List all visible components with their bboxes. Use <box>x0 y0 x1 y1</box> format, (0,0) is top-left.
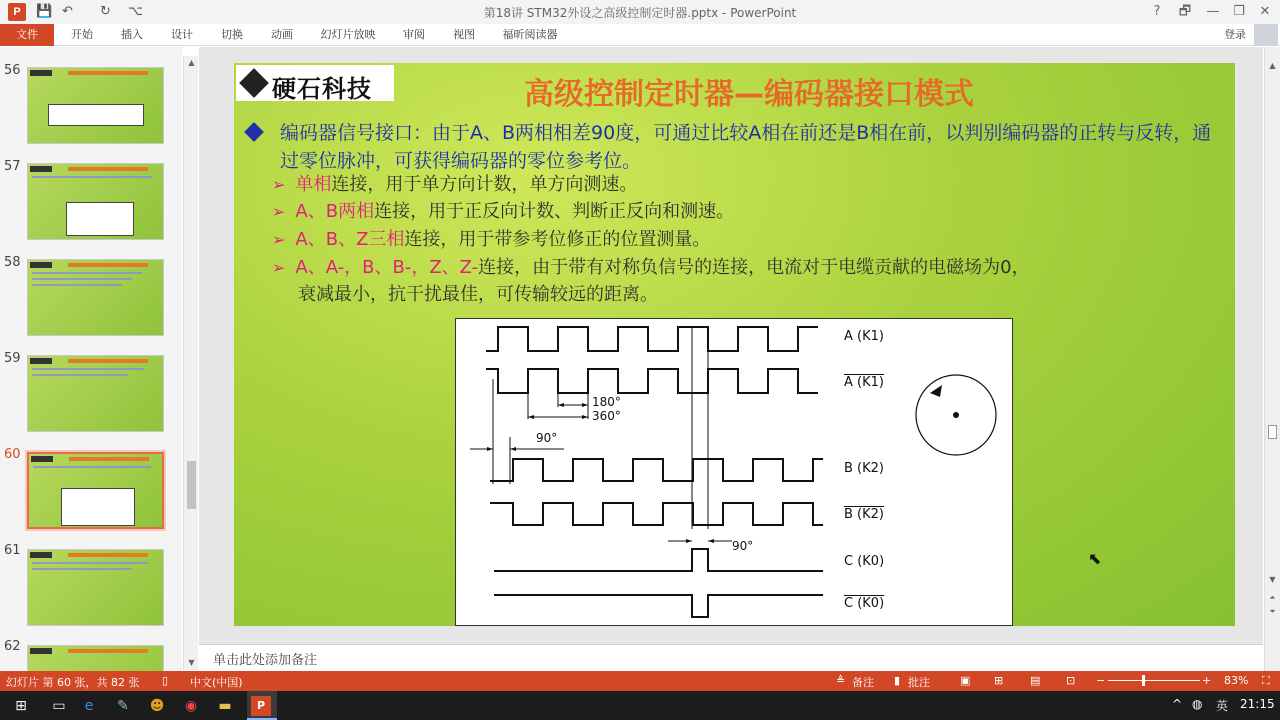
sub-text: 连接，用于单方向计数，单方向测速。 <box>331 174 638 195</box>
tab-view[interactable]: 视图 <box>453 28 475 41</box>
windows-start-icon[interactable]: ⊞ <box>15 698 27 714</box>
sub-bullet-3[interactable] <box>272 226 710 254</box>
close-button[interactable]: ✕ <box>1259 4 1271 19</box>
next-slide-icon[interactable]: ⏷ <box>1269 607 1276 616</box>
signal-a <box>486 327 818 351</box>
sub-text: 连接，用于正反向计数、判断正反向和测速。 <box>374 201 735 222</box>
encoder-timing-diagram[interactable] <box>455 318 1013 626</box>
scrollbar-thumb[interactable] <box>1268 425 1277 439</box>
angle-90-label-b: 90° <box>536 431 558 445</box>
maximize-button[interactable]: ❐ <box>1233 4 1245 19</box>
angle-90-label-c: 90° <box>732 539 754 553</box>
signal-b-bar <box>490 503 823 525</box>
redo-icon[interactable]: ↻ <box>100 4 111 19</box>
slide-number: 58 <box>4 255 21 270</box>
powerpoint-app-icon[interactable]: P <box>8 3 26 21</box>
slide-counter: 幻灯片 第 60 张，共 82 张 <box>6 676 140 689</box>
customize-toolbar-icon[interactable]: ⌥ <box>128 4 143 19</box>
slide-number: 59 <box>4 351 21 366</box>
highlight-text: A、A-，B、B-，Z、Z- <box>295 257 479 278</box>
current-slide[interactable] <box>234 63 1235 626</box>
label-a-bar: A (K1) <box>844 375 884 390</box>
tab-file[interactable]: 文件 <box>0 24 54 46</box>
zoom-out-icon[interactable]: − <box>1096 674 1106 687</box>
tab-review[interactable]: 审阅 <box>403 28 425 41</box>
highlight-text: A、B两相 <box>295 201 375 222</box>
tab-foxit-reader[interactable]: 福昕阅读器 <box>502 28 558 41</box>
slide-thumbnail-58[interactable] <box>27 259 164 336</box>
zoom-level[interactable]: 83% <box>1224 674 1249 687</box>
folder-icon[interactable]: ▬ <box>218 698 232 714</box>
language-indicator[interactable]: 中文(中国) <box>190 676 243 689</box>
title-bar <box>0 0 1280 24</box>
fit-to-window-icon[interactable]: ⛶ <box>1262 674 1270 687</box>
company-logo <box>236 65 394 101</box>
chrome-browser-icon[interactable]: ◉ <box>184 698 198 714</box>
slide-number: 57 <box>4 159 21 174</box>
tab-design[interactable]: 设计 <box>171 28 193 41</box>
label-c: C (K0) <box>844 554 885 569</box>
help-button[interactable]: ? <box>1153 4 1161 19</box>
comments-toggle[interactable]: 批注 <box>908 676 930 689</box>
clock[interactable]: 21:15 <box>1240 697 1275 711</box>
spellcheck-icon[interactable]: ▯ <box>162 674 169 687</box>
slide-number-active: 60 <box>4 447 21 462</box>
zoom-slider-thumb[interactable] <box>1142 675 1145 686</box>
login-link[interactable]: 登录 <box>1224 28 1246 41</box>
notes-placeholder: 单击此处添加备注 <box>213 653 318 668</box>
editor-scrollbar[interactable] <box>1264 47 1280 671</box>
minimize-button[interactable]: — <box>1206 4 1220 19</box>
highlight-text: 单相 <box>295 174 332 195</box>
scroll-up-icon[interactable]: ▲ <box>188 58 195 67</box>
arrow-bullet-icon: ➢ <box>272 230 286 249</box>
slide-number: 61 <box>4 543 21 558</box>
notes-toggle-icon[interactable]: ≜ <box>836 674 846 687</box>
bullet-paragraph[interactable] <box>244 119 1224 172</box>
mouse-pointer-icon: ⬉ <box>1088 549 1102 568</box>
app-icon[interactable]: ☻ <box>149 698 165 714</box>
thumbnails-scrollbar[interactable] <box>183 56 198 670</box>
slide-number: 62 <box>4 639 21 654</box>
notes-pane[interactable] <box>199 644 1263 671</box>
comments-toggle-icon[interactable]: ▮ <box>894 674 901 687</box>
slide-sorter-icon[interactable]: ⊞ <box>994 674 1004 687</box>
slide-title[interactable]: 高级控制定时器—编码器接口模式 <box>524 77 974 112</box>
sub-bullet-2[interactable] <box>272 198 734 226</box>
sub-bullet-4-line2: 衰减最小，抗干扰最佳，可传输较远的距离。 <box>298 284 658 305</box>
undo-icon[interactable]: ↶ <box>62 4 73 19</box>
slide-thumbnail-61[interactable] <box>27 549 164 626</box>
powerpoint-taskbar-icon[interactable]: P <box>251 696 271 716</box>
arrow-bullet-icon: ➢ <box>272 202 286 221</box>
label-b: B (K2) <box>844 461 884 476</box>
scroll-down-icon[interactable]: ▼ <box>188 658 195 667</box>
window-title: 第18讲 STM32外设之高级控制定时器.pptx - PowerPoint <box>483 6 797 20</box>
slide-thumbnail-56[interactable] <box>27 67 164 144</box>
angle-360-label: 360° <box>592 409 621 423</box>
tab-insert[interactable]: 插入 <box>121 28 143 41</box>
ribbon-tabs <box>0 24 1280 46</box>
zoom-in-icon[interactable]: + <box>1202 674 1212 687</box>
slideshow-icon[interactable]: ⊡ <box>1066 674 1076 687</box>
signal-c <box>494 549 823 571</box>
ime-indicator[interactable]: 英 <box>1216 699 1229 713</box>
slide-thumbnail-59[interactable] <box>27 355 164 432</box>
sub-bullet-1[interactable] <box>272 171 637 199</box>
scroll-down-icon[interactable]: ▼ <box>1269 575 1276 584</box>
signal-c-bar <box>494 595 823 617</box>
tab-home[interactable]: 开始 <box>71 28 93 41</box>
slide-thumbnail-60[interactable] <box>27 452 164 529</box>
logo-text: 硬石科技 <box>272 74 372 103</box>
ribbon-display-button[interactable]: 🗗 <box>1178 4 1192 19</box>
tab-slideshow[interactable]: 幻灯片放映 <box>320 28 376 41</box>
arrow-bullet-icon: ➢ <box>272 175 286 194</box>
diamond-bullet-icon <box>244 122 264 142</box>
scrollbar-thumb[interactable] <box>187 461 196 509</box>
slide-thumbnails-panel <box>0 47 182 671</box>
angle-180-label: 180° <box>592 395 621 409</box>
arrow-bullet-icon: ➢ <box>272 258 286 277</box>
highlight-text: A、B、Z三相 <box>295 229 405 250</box>
scroll-up-icon[interactable]: ▲ <box>1269 61 1276 70</box>
tab-transitions[interactable]: 切换 <box>221 28 243 41</box>
signal-a-bar <box>486 369 818 393</box>
label-c-bar: C (K0) <box>844 596 885 611</box>
notes-toggle[interactable]: 备注 <box>852 676 874 689</box>
bullet-text: 编码器信号接口：由于A、B两相相差90度，可通过比较A相在前还是B相在前，以判别编码器的正转与反转，通过零位脉冲，可获得编码器的零位参考位。 <box>280 122 1212 172</box>
file-explorer-icon[interactable]: ▭ <box>52 698 66 714</box>
app-icon[interactable]: ✎ <box>117 698 129 714</box>
windows-taskbar <box>0 691 1280 720</box>
tab-animations[interactable]: 动画 <box>271 28 293 41</box>
save-icon[interactable]: 💾 <box>36 4 53 19</box>
slide-number: 56 <box>4 63 21 78</box>
reading-view-icon[interactable]: ▤ <box>1030 674 1041 687</box>
edge-browser-icon[interactable]: e <box>84 698 94 714</box>
signal-b <box>490 459 823 481</box>
label-a: A (K1) <box>844 329 884 344</box>
status-bar <box>0 671 1280 691</box>
network-icon[interactable]: ◍ <box>1192 697 1203 711</box>
avatar[interactable] <box>1254 24 1278 46</box>
sub-text: 连接，用于带参考位修正的位置测量。 <box>404 229 711 250</box>
previous-slide-icon[interactable]: ⏶ <box>1269 593 1276 602</box>
sub-bullet-4[interactable] <box>272 254 1030 282</box>
zoom-slider[interactable] <box>1108 680 1200 681</box>
normal-view-icon[interactable]: ▣ <box>960 674 971 687</box>
logo-diamond-icon <box>239 68 269 98</box>
timing-diagram-svg <box>456 319 1012 625</box>
slide-thumbnail-62[interactable] <box>27 645 164 671</box>
label-b-bar: B (K2) <box>844 507 884 522</box>
tray-chevron-icon[interactable]: ^ <box>1172 697 1183 711</box>
sub-text: 连接，由于带有对称负信号的连接，电流对于电缆贡献的电磁场为0， <box>478 257 1030 278</box>
slide-thumbnail-57[interactable] <box>27 163 164 240</box>
